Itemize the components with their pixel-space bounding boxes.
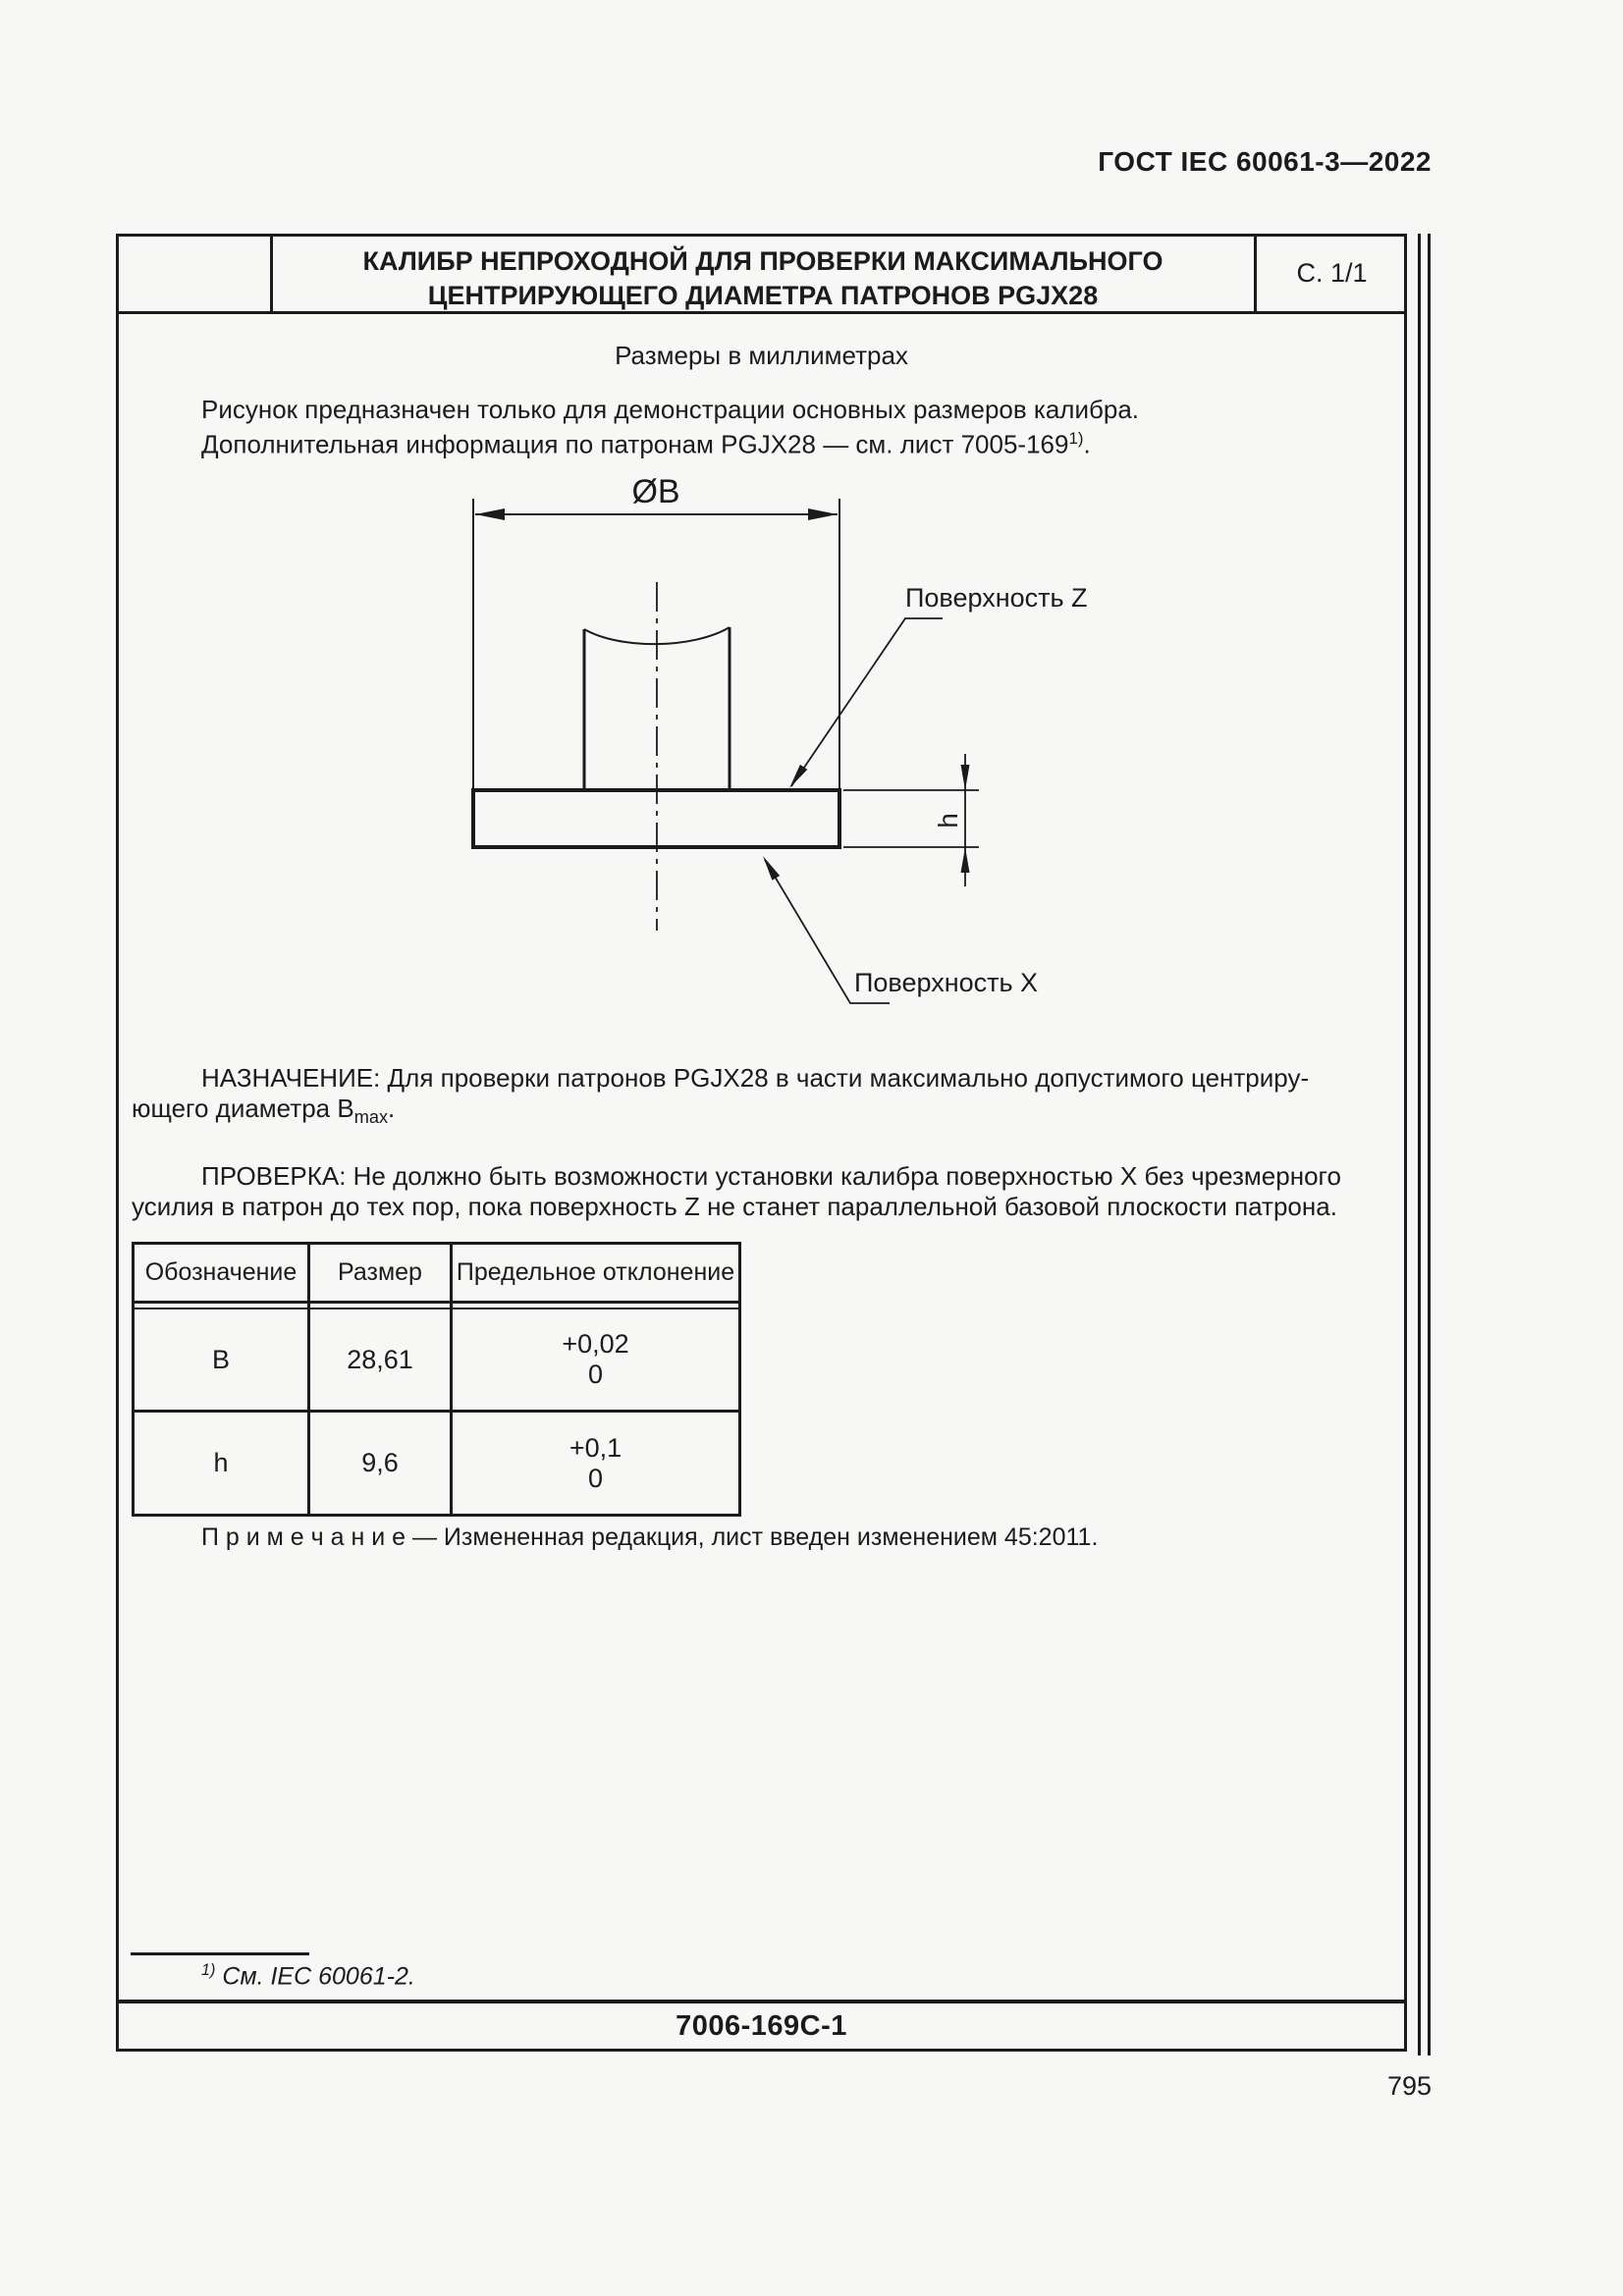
surface-x-arrow [763,856,780,881]
gauge-drawing [432,461,1237,1050]
table-row-b-size: 28,61 [347,1344,413,1374]
table-row-h-size: 9,6 [361,1448,399,1477]
footnote [201,1961,415,1991]
surface-z-arrow [789,765,807,788]
purpose-line2-period: . [388,1094,396,1123]
page-number: 795 [1386,2071,1432,2101]
surface-z-leader [791,618,943,786]
purpose-line2 [132,1094,395,1132]
table-row-b-deviation [453,1309,738,1410]
units-note: Размеры в миллиметрах [615,341,908,370]
footnote-text: См. IEC 60061-2. [222,1962,415,1991]
dim-b-label: ØB [631,473,680,510]
table-row-h-designation: h [213,1448,229,1477]
intro-line2-period: . [1083,429,1091,459]
standard-reference: ГОСТ IEC 60061-3—2022 [1098,146,1432,177]
surface-x-label: Поверхность X [854,968,1039,997]
binding-line-outer [1418,234,1421,2056]
footnote-marker: 1) [201,1961,216,1979]
table-header-designation: Обозначение [144,1258,298,1286]
table-row-h-deviation [453,1413,738,1514]
page-title-line1: КАЛИБР НЕПРОХОДНОЙ ДЛЯ ПРОВЕРКИ МАКСИМАЛЬНОГО [362,246,1163,276]
document-number: 7006-169C-1 [676,2010,847,2042]
table-row-b-designation: B [211,1344,230,1374]
dim-h-arrow-top [961,765,970,790]
page-title [275,244,1251,313]
table-header-deviation: Предельное отклонение [456,1258,735,1286]
intro-line2 [201,424,1091,459]
deviation-h-zero: 0 [587,1463,604,1493]
table-header-rule [135,1301,738,1304]
check-line1: ПРОВЕРКА: Не должно быть возможности установки калибра поверхностью X без чрезмерного [201,1161,1341,1191]
intro-line2-text: Дополнительная информация по патронам PGJX28 — см. лист 7005-169 [201,429,1069,459]
surface-z-label: Поверхность Z [905,583,1088,613]
revision-note: П р и м е ч а н и е — Измененная редакция, лист введен изменением 45:2011. [201,1523,1099,1551]
binding-line-inner [1428,234,1431,2056]
page-title-line2: ЦЕНТРИРУЮЩЕГО ДИАМЕТРА ПАТРОНОВ PGJX28 [427,281,1099,310]
sheet-number: С. 1/1 [1296,257,1368,288]
dim-h-label: h [933,813,963,828]
deviation-b-plus: +0,02 [562,1329,629,1359]
dim-b-arrow-right [808,508,838,520]
purpose-line1: НАЗНАЧЕНИЕ: Для проверки патронов PGJX28 в части максимально допустимого центриру- [201,1063,1310,1093]
footnote-rule [131,1952,309,1955]
intro-line1: Рисунок предназначен только для демонстрации основных размеров калибра. [201,395,1140,424]
purpose-line2-text: ющего диаметра B [132,1094,354,1123]
deviation-h-plus: +0,1 [568,1432,622,1463]
dim-h-arrow-bottom [961,847,970,873]
dimensions-table [132,1242,741,1517]
deviation-b-zero: 0 [587,1360,603,1389]
table-header-size: Размер [338,1258,422,1286]
footer-rule [119,2000,1404,2003]
intro-footnote-marker: 1) [1068,429,1084,448]
check-line2: усилия в патрон до тех пор, пока поверхность Z не станет параллельной базовой плоскости патрона. [132,1192,1337,1221]
title-block-divider-left [270,237,273,314]
b-max-subscript: max [353,1107,389,1128]
dim-b-arrow-left [475,508,505,520]
